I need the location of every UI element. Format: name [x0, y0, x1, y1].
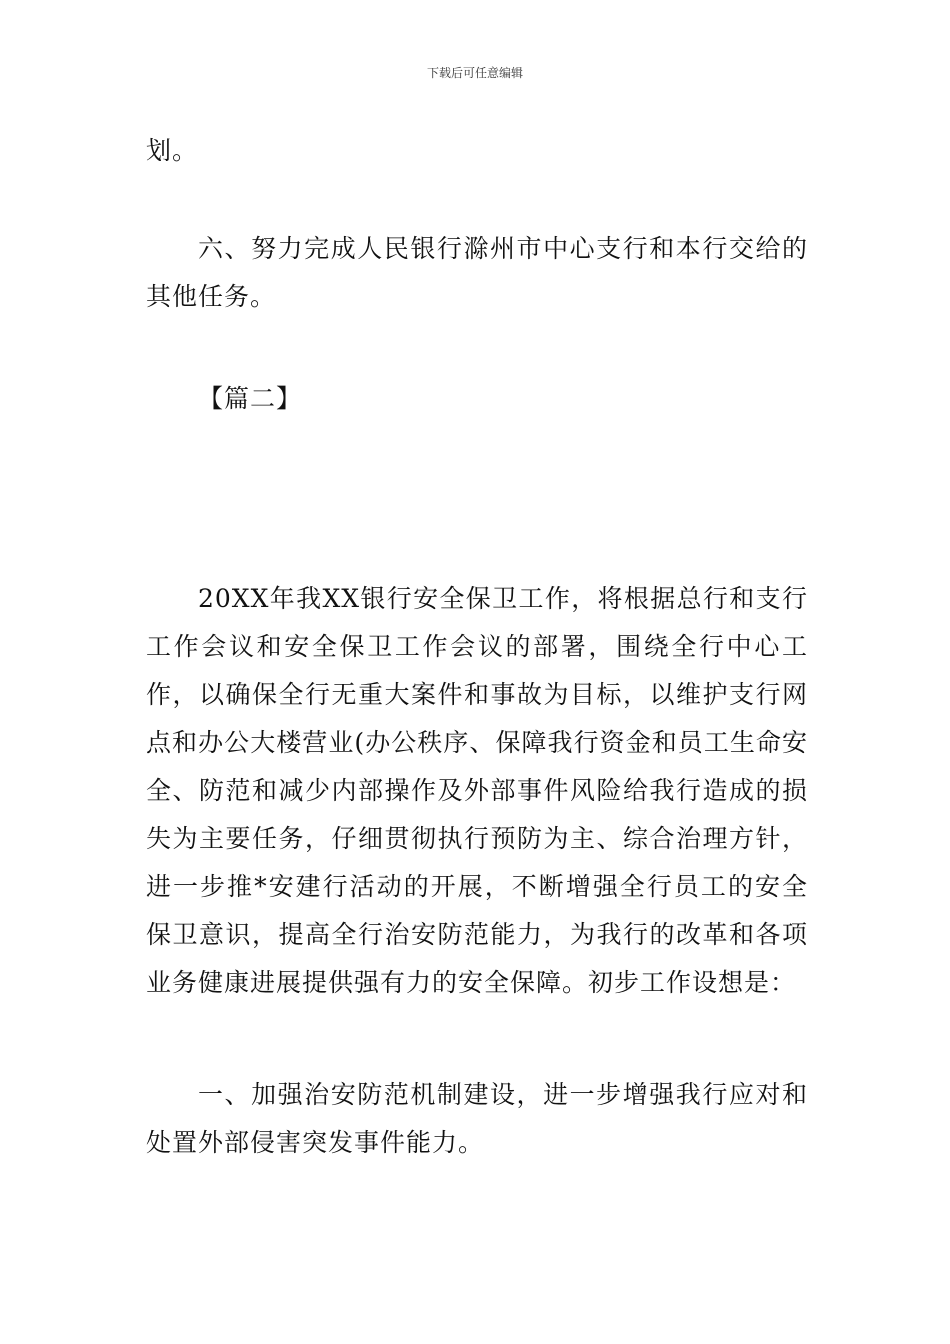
header-note: 下载后可任意编辑	[426, 66, 523, 80]
paragraph-continuation: 划。	[146, 136, 199, 165]
paragraph-item-one: 一、加强治安防范机制建设，进一步增强我行应对和处置外部侵害突发事件能力。	[146, 1080, 808, 1157]
section-heading: 【篇二】	[198, 384, 303, 413]
paragraph-item-six: 六、努力完成人民银行滁州市中心支行和本行交给的其他任务。	[146, 234, 808, 311]
paragraph-intro: 20XX年我XX银行安全保卫工作，将根据总行和支行工作会议和安全保卫工作会议的部署，围绕全行中心工作，以确保全行无重大案件和事故为目标，以维护支行网点和办公大楼营业(办公秩序、保障我行资金和员工生命安全、防范和减少内部操作及外部事件风险给我行造成的损失为主要任务，仔细贯彻执行预防为主、综合治理方针，进一步推*安建行活动的开展，不断增强全行员工的安全保卫意识，提高全行治安防范能力，为我行的改革和各项业务健康进展提供强有力的安全保障。初步工作设想是：	[146, 584, 808, 997]
